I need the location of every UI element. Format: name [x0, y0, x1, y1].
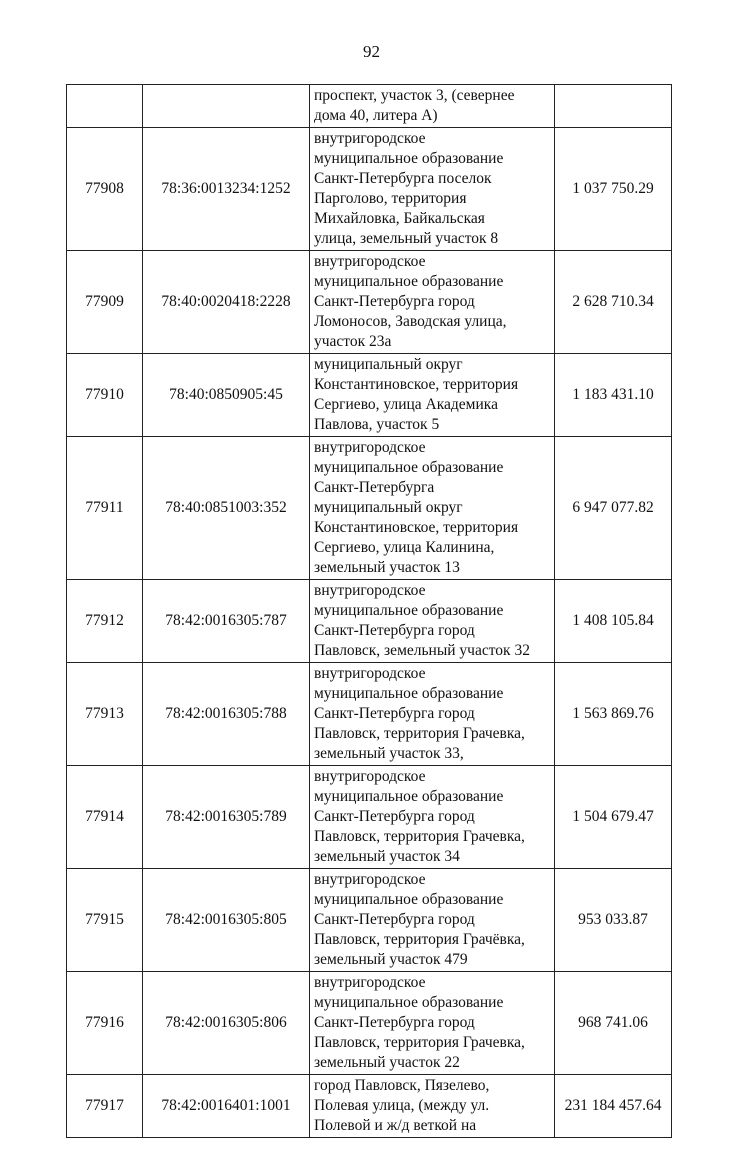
address-cell [310, 766, 555, 869]
cadastral-value-cell: 6 947 077.82 [555, 437, 672, 580]
address-cell [310, 251, 555, 354]
address-cell [310, 869, 555, 972]
address-line: внутригородское [314, 974, 426, 991]
address-line: Павловск, земельный участок 32 [314, 642, 530, 659]
address-cell [310, 580, 555, 663]
address-line: Санкт-Петербурга город [314, 293, 475, 310]
address-line: участок 23а [314, 333, 392, 350]
address-line: Санкт-Петербурга [314, 479, 435, 496]
address-line: Сергиево, улица Академика [314, 396, 498, 413]
table-row [67, 251, 672, 354]
cadastral-value-cell: 1 408 105.84 [555, 580, 672, 663]
address-line: муниципальное образование [314, 788, 504, 805]
table-row [67, 85, 672, 128]
address-line: Константиновское, территория [314, 376, 519, 393]
address-line: земельный участок 13 [314, 559, 460, 576]
address-line: муниципальное образование [314, 602, 504, 619]
address-line: Павловск, территория Грачевка, [314, 725, 525, 742]
address-line: земельный участок 22 [314, 1054, 460, 1071]
address-line: муниципальное образование [314, 685, 504, 702]
address-line: муниципальный округ [314, 356, 463, 373]
table-row [67, 437, 672, 580]
cadastral-number-cell: 78:42:0016305:789 [143, 766, 310, 869]
address-cell [310, 1075, 555, 1138]
address-cell [310, 972, 555, 1075]
row-number-cell: 77911 [67, 437, 143, 580]
table-row [67, 972, 672, 1075]
address-cell [310, 437, 555, 580]
address-line: муниципальное образование [314, 459, 504, 476]
address-line: внутригородское [314, 871, 426, 888]
address-line: муниципальное образование [314, 273, 504, 290]
cadastral-number-cell: 78:36:0013234:1252 [143, 128, 310, 251]
cadastral-number-cell: 78:40:0851003:352 [143, 437, 310, 580]
address-line: Павловск, территория Грачёвка, [314, 931, 525, 948]
address-line: внутригородское [314, 582, 426, 599]
address-line: внутригородское [314, 768, 426, 785]
cadastral-number-cell: 78:40:0850905:45 [143, 354, 310, 437]
table-row [67, 580, 672, 663]
address-line: муниципальный округ [314, 499, 463, 516]
address-line: Павловск, территория Грачевка, [314, 828, 525, 845]
table-row [67, 766, 672, 869]
cadastral-value-cell: 231 184 457.64 [555, 1075, 672, 1138]
address-line: Санкт-Петербурга город [314, 911, 475, 928]
row-number-cell: 77909 [67, 251, 143, 354]
cadastral-number-cell [143, 85, 310, 128]
row-number-cell: 77914 [67, 766, 143, 869]
registry-table [66, 84, 672, 1138]
row-number-cell: 77916 [67, 972, 143, 1075]
table-row [67, 128, 672, 251]
address-line: Полевой и ж/д веткой на [314, 1117, 477, 1134]
address-line: Парголово, территория [314, 190, 467, 207]
address-line: земельный участок 34 [314, 848, 460, 865]
table-row [67, 869, 672, 972]
address-line: внутригородское [314, 130, 426, 147]
cadastral-value-cell: 953 033.87 [555, 869, 672, 972]
address-line: земельный участок 479 [314, 951, 468, 968]
row-number-cell: 77912 [67, 580, 143, 663]
address-line: Павловск, территория Грачевка, [314, 1034, 525, 1051]
address-line: Михайловка, Байкальская [314, 210, 485, 227]
address-line: Сергиево, улица Калинина, [314, 539, 495, 556]
address-line: Санкт-Петербурга город [314, 622, 475, 639]
address-line: внутригородское [314, 665, 426, 682]
cadastral-value-cell: 1 563 869.76 [555, 663, 672, 766]
cadastral-value-cell: 1 183 431.10 [555, 354, 672, 437]
address-line: Санкт-Петербурга город [314, 705, 475, 722]
address-line: дома 40, литера А) [314, 107, 438, 124]
table-row [67, 1075, 672, 1138]
cadastral-value-cell: 2 628 710.34 [555, 251, 672, 354]
address-cell [310, 354, 555, 437]
address-line: Константиновское, территория [314, 519, 519, 536]
address-line: муниципальное образование [314, 150, 504, 167]
address-line: город Павловск, Пязелево, [314, 1077, 490, 1094]
address-line: внутригородское [314, 439, 426, 456]
address-line: Санкт-Петербурга город [314, 808, 475, 825]
cadastral-value-cell: 1 504 679.47 [555, 766, 672, 869]
address-cell [310, 128, 555, 251]
address-line: Санкт-Петербурга поселок [314, 170, 492, 187]
cadastral-number-cell: 78:42:0016305:787 [143, 580, 310, 663]
row-number-cell [67, 85, 143, 128]
cadastral-number-cell: 78:40:0020418:2228 [143, 251, 310, 354]
address-line: земельный участок 33, [314, 745, 464, 762]
address-line: улица, земельный участок 8 [314, 230, 499, 247]
address-cell [310, 663, 555, 766]
table-row [67, 663, 672, 766]
address-line: проспект, участок 3, (севернее [314, 87, 515, 104]
address-line: Ломоносов, Заводская улица, [314, 313, 507, 330]
row-number-cell: 77913 [67, 663, 143, 766]
address-line: внутригородское [314, 253, 426, 270]
address-cell [310, 85, 555, 128]
address-line: муниципальное образование [314, 994, 504, 1011]
cadastral-value-cell [555, 85, 672, 128]
row-number-cell: 77915 [67, 869, 143, 972]
cadastral-number-cell: 78:42:0016305:806 [143, 972, 310, 1075]
address-line: Полевая улица, (между ул. [314, 1097, 490, 1114]
cadastral-value-cell: 1 037 750.29 [555, 128, 672, 251]
cadastral-value-cell: 968 741.06 [555, 972, 672, 1075]
row-number-cell: 77910 [67, 354, 143, 437]
address-line: Санкт-Петербурга город [314, 1014, 475, 1031]
page-number: 92 [363, 42, 380, 61]
table-row [67, 354, 672, 437]
cadastral-number-cell: 78:42:0016305:805 [143, 869, 310, 972]
row-number-cell: 77917 [67, 1075, 143, 1138]
cadastral-number-cell: 78:42:0016305:788 [143, 663, 310, 766]
address-line: муниципальное образование [314, 891, 504, 908]
row-number-cell: 77908 [67, 128, 143, 251]
address-line: Павлова, участок 5 [314, 416, 440, 433]
cadastral-number-cell: 78:42:0016401:1001 [143, 1075, 310, 1138]
